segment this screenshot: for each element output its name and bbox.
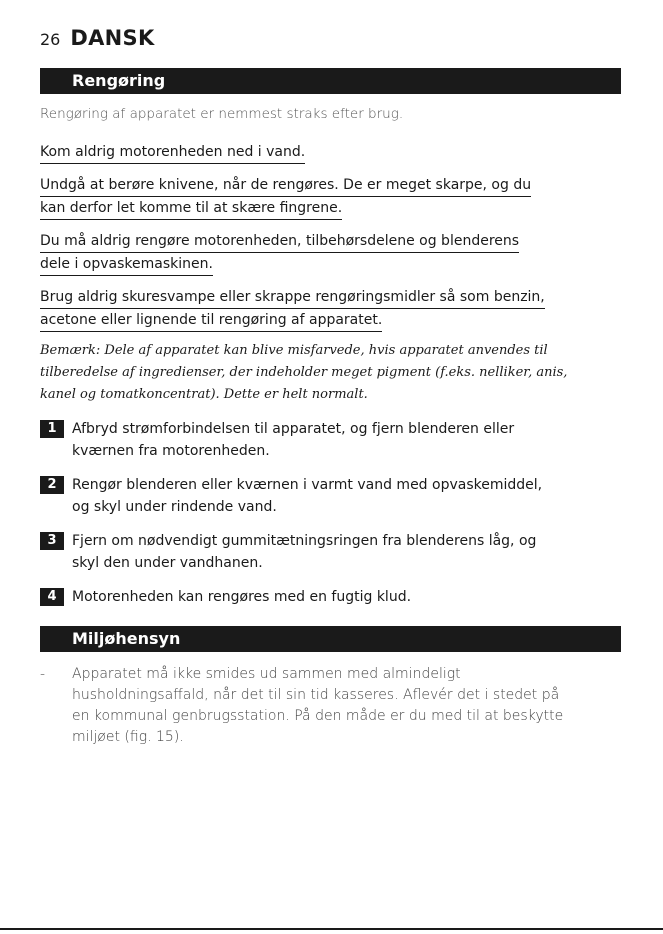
warning-line: Brug aldrig skuresvampe eller skrappe rengøringsmidler så som benzin,	[40, 287, 545, 309]
warning-line: Undgå at berøre knivene, når de rengøres. De er meget skarpe, og du	[40, 175, 531, 197]
step-number: 4	[40, 588, 64, 606]
bullet-line: husholdningsaffald, når det til sin tid kasseres. Aflevér det i stedet på	[72, 687, 560, 703]
step-item	[40, 530, 630, 574]
step-line: kværnen fra motorenheden.	[72, 443, 270, 459]
warning-item	[40, 286, 621, 332]
section-title-cleaning: Rengøring	[40, 68, 621, 94]
step-line: Afbryd strømforbindelsen til apparatet, og fjern blenderen eller	[72, 421, 515, 437]
step-number: 2	[40, 476, 64, 494]
step-item	[40, 418, 630, 462]
step-line: Rengør blenderen eller kværnen i varmt vand med opvaskemiddel,	[72, 477, 543, 493]
step-number: 1	[40, 420, 64, 438]
warning-line: kan derfor let komme til at skære fingrene.	[40, 198, 342, 220]
note-line: Bemærk: Dele af apparatet kan blive misfarvede, hvis apparatet anvendes til	[40, 343, 548, 358]
bullet-line: en kommunal genbrugsstation. På den måde er du med til at beskytte	[72, 708, 564, 724]
warning-line: acetone eller lignende til rengøring af apparatet.	[40, 310, 382, 332]
step-item	[40, 474, 630, 518]
language-heading: DANSK	[70, 26, 155, 50]
bullet-line: Apparatet må ikke smides ud sammen med almindeligt	[72, 666, 461, 682]
step-line: Motorenheden kan rengøres med en fugtig klud.	[72, 589, 412, 605]
bullet-dash: -	[40, 666, 46, 682]
page-header	[40, 26, 155, 50]
warning-item	[40, 174, 621, 220]
bullet-item	[40, 664, 630, 748]
warning-line: Kom aldrig motorenheden ned i vand.	[40, 142, 305, 164]
step-line: og skyl under rindende vand.	[72, 499, 277, 515]
step-item	[40, 586, 630, 608]
note-line: tilberedelse af ingredienser, der indeholder meget pigment (f.eks. nelliker, anis,	[40, 365, 568, 380]
note-line: kanel og tomatkoncentrat). Dette er helt normalt.	[40, 387, 368, 402]
warning-item	[40, 141, 621, 164]
note-paragraph	[40, 340, 625, 406]
bullet-line: miljøet (fig. 15).	[72, 729, 184, 745]
step-line: Fjern om nødvendigt gummitætningsringen fra blenderens låg, og	[72, 533, 537, 549]
warning-item	[40, 230, 621, 276]
page-number: 26	[40, 30, 61, 49]
bottom-rule	[0, 928, 663, 930]
cleaning-intro: Rengøring af apparatet er nemmest straks efter brug.	[40, 106, 404, 122]
step-line: skyl den under vandhanen.	[72, 555, 263, 571]
step-number: 3	[40, 532, 64, 550]
warning-line: Du må aldrig rengøre motorenheden, tilbehørsdelene og blenderens	[40, 231, 519, 253]
section-title-environment: Miljøhensyn	[40, 626, 621, 652]
warning-line: dele i opvaskemaskinen.	[40, 254, 213, 276]
